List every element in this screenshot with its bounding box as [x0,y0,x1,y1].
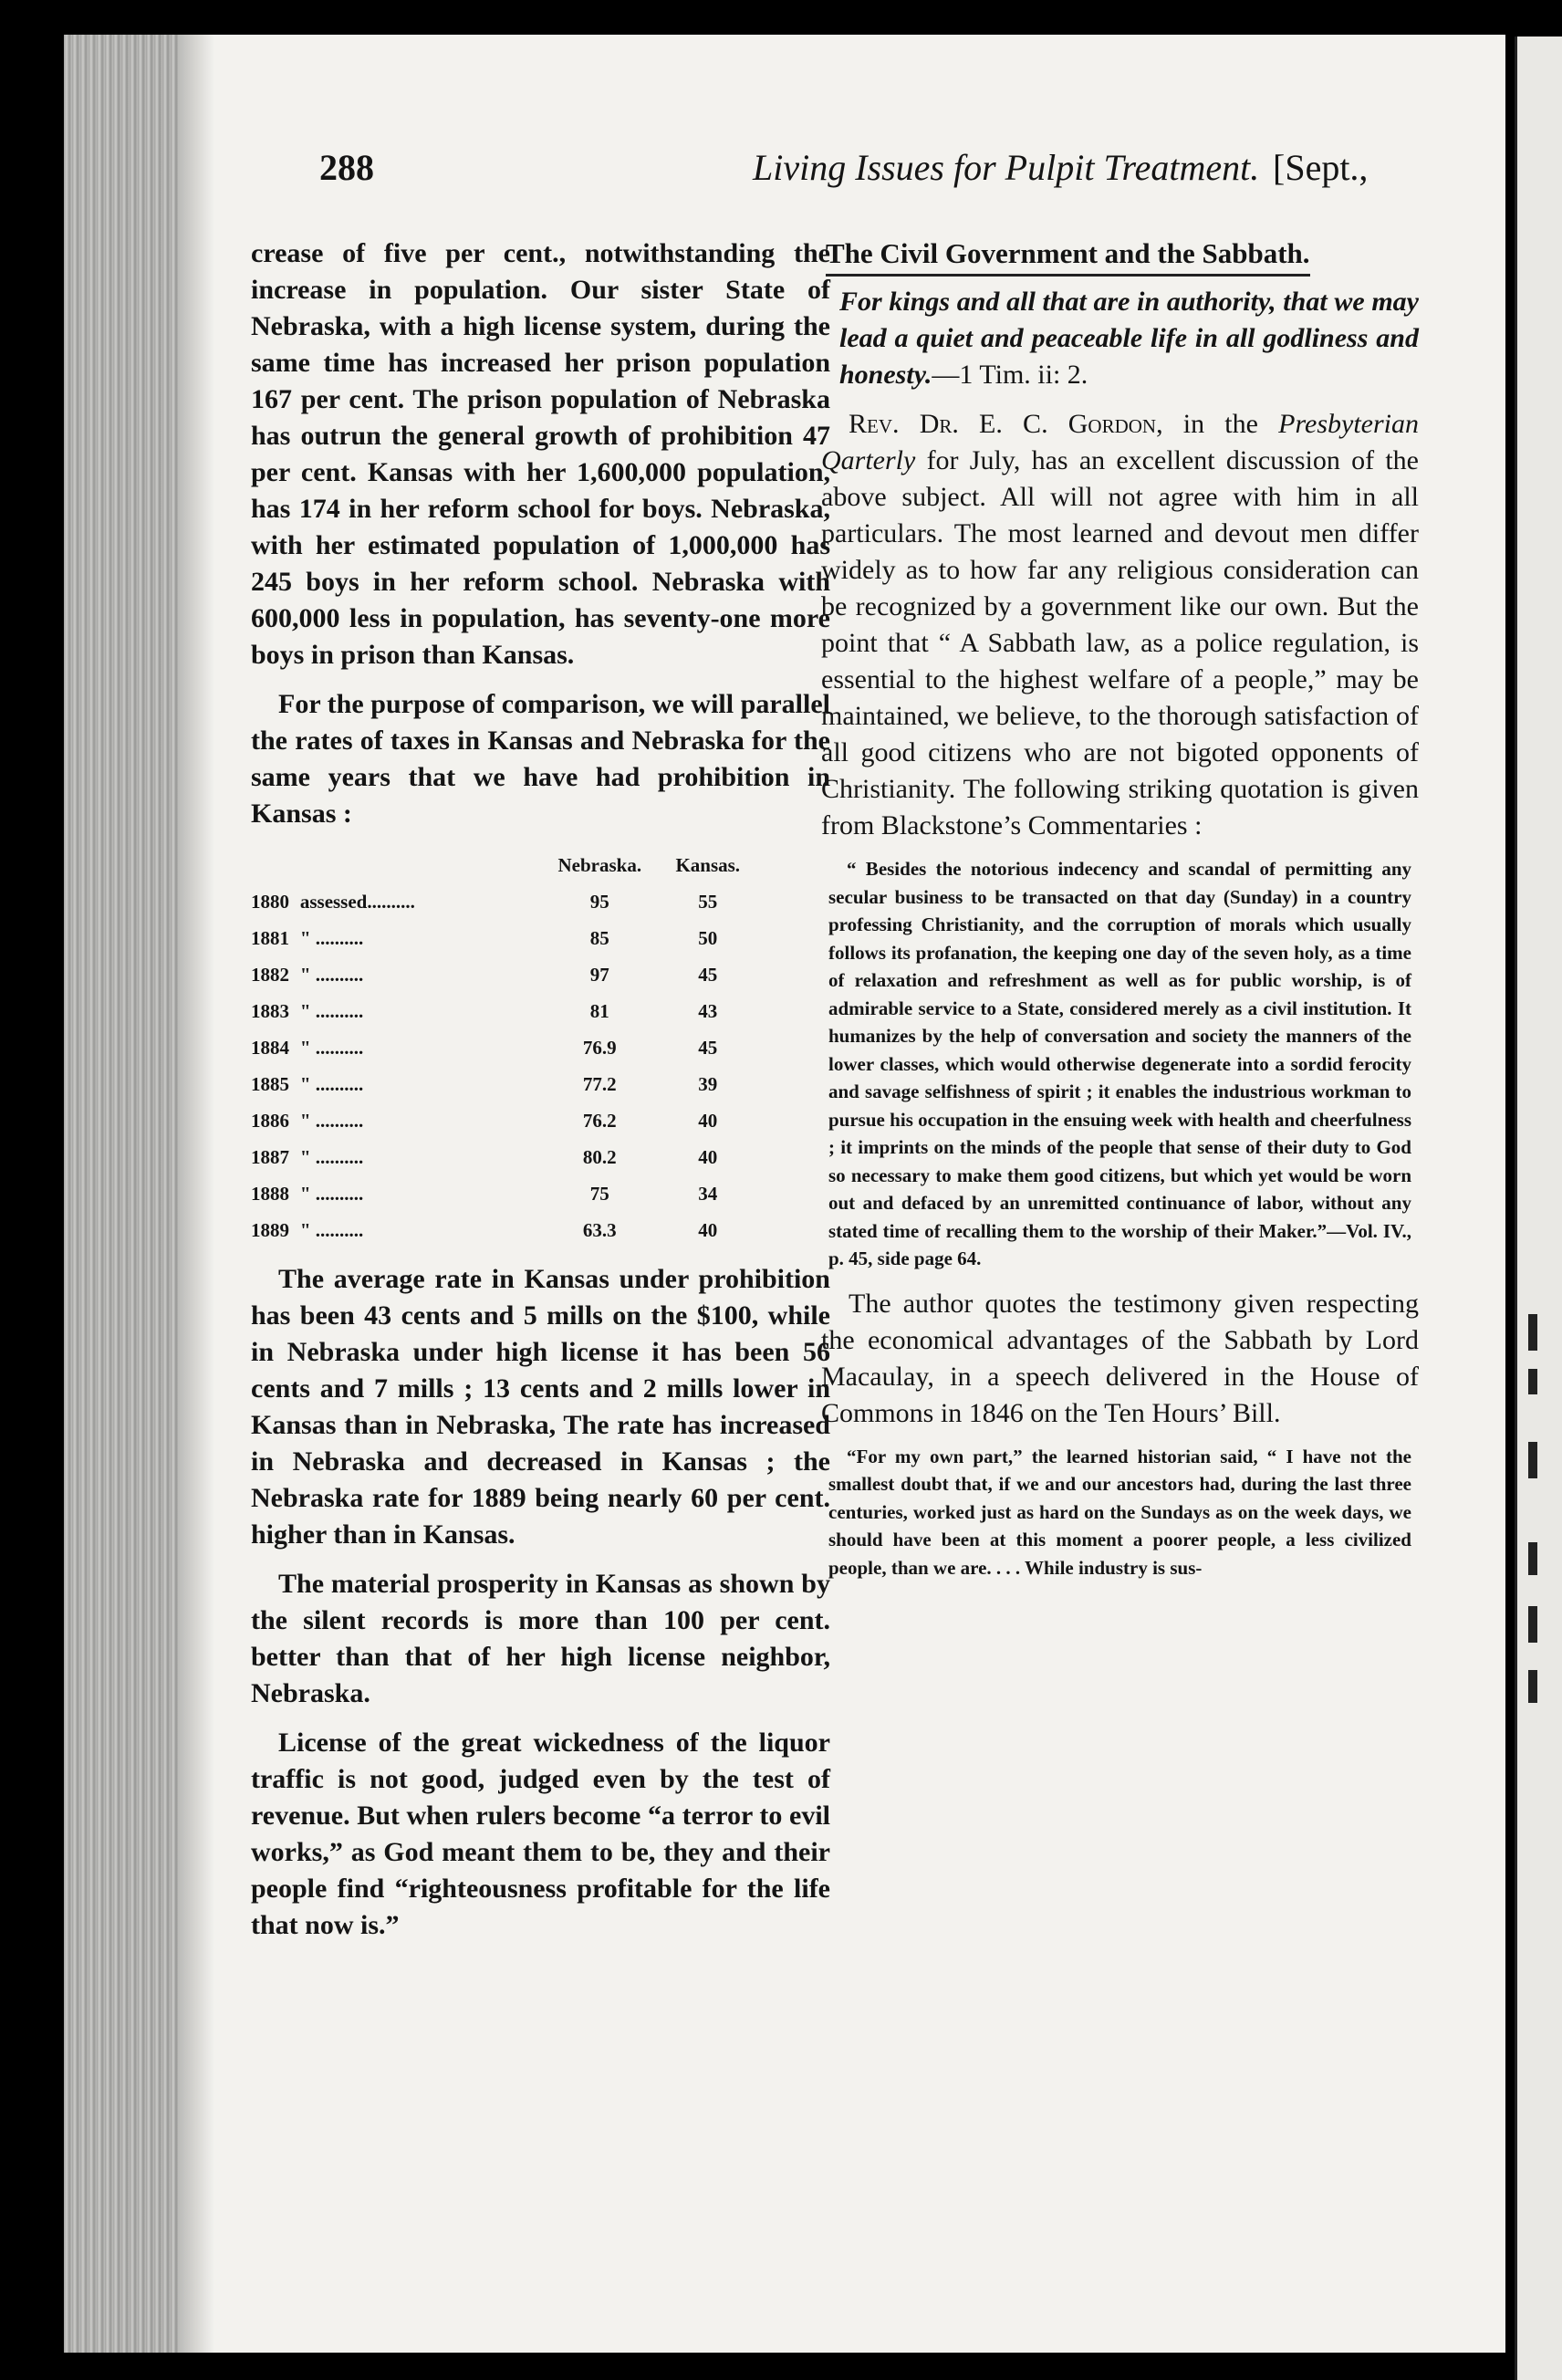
left-paragraph-2: For the purpose of comparison, we will parallel the rates of taxes in Kansas and Nebraska for the same years that we have had prohibition in Kansas : [251,689,830,829]
row-label: " .......... [299,1037,364,1059]
row-kansas-rate: 43 [698,1000,718,1022]
lead-in: , in the [1156,409,1279,439]
row-nebraska-rate: 97 [589,964,609,986]
section-title: The Civil Government and the Sabbath. [826,235,1310,277]
row-year: 1889 [251,1219,289,1241]
table-row [251,1175,762,1212]
row-year: 1887 [251,1146,289,1168]
row-label: " .......... [299,964,364,986]
table-row [251,1212,762,1248]
row-nebraska-rate: 76.9 [582,1037,617,1059]
row-kansas-rate: 40 [698,1219,718,1241]
row-nebraska-rate: 77.2 [582,1073,617,1095]
epigraph-reference: —1 Tim. ii: 2. [932,360,1088,390]
row-kansas-rate: 50 [698,927,718,949]
row-label: " .......... [299,1073,364,1095]
row-label: " .......... [299,1110,364,1132]
row-kansas-rate: 39 [698,1073,718,1095]
row-year: 1885 [251,1073,289,1095]
row-label: " .......... [299,1000,364,1022]
blackstone-quote [821,855,1419,1273]
row-label: " .......... [299,1219,364,1241]
row-year: 1882 [251,964,289,986]
row-nebraska-rate: 95 [589,891,609,913]
right-paragraph-1 [821,406,1419,844]
table-row [251,956,762,993]
book-spine-edge [64,35,178,2353]
row-kansas-rate: 45 [698,964,718,986]
row-kansas-rate: 45 [698,1037,718,1059]
right-column [821,235,1419,1581]
row-kansas-rate: 55 [698,891,718,913]
tax-rate-table [251,847,762,1248]
row-year: 1884 [251,1037,289,1059]
table-row [251,993,762,1029]
macaulay-quote [821,1443,1419,1582]
issue-month: [Sept., [1273,147,1369,188]
quote-text: “ Besides the notorious indecency and scandal of permitting any secular business to be transacted on that day (Sunday) in a country professing Christianity, and the corruption of morals which usually follows its profanation, the keeping one day of the seven holy, as a time of relaxation and refreshment as well as for public worship, is of admirable service to a State, considered merely as a civil institution. It humanizes by the help of conversation and society the manners of the lower classes, which would otherwise degenerate into a sordid ferocity and savage selfishness of spirit ; it enables the industrious workman to pursue his occupation in the ensuing week with health and cheerfulness ; it imprints on the minds of the people that sense of their duty to God so necessary to make them good citizens, but which yet would be worn out and defaced by an unremitted continuance of labor, without any stated time of recalling them to the worship of their Maker.”—Vol. IV., p. 45, side page 64. [828,858,1411,1269]
row-year: 1881 [251,927,289,949]
row-nebraska-rate: 76.2 [582,1110,617,1132]
journal-name: Presbyterian Qarterly [821,409,1419,475]
facing-page-edge [1515,37,1562,2380]
row-label: " .......... [299,1146,364,1168]
left-paragraph-1: crease of five per cent., notwithstanding the increase in population. Our sister State of Nebraska, with a high license system, during the same time has increased her prison population 167 per cent. The prison population of Nebraska has outrun the general growth of prohibition 47 per cent. Kansas with her 1,600,000 population, has 174 in her reform school for boys. Nebraska, with her estimated population of 1,000,000 has 245 boys in her reform school. Nebraska with 600,000 less in population, has seventy-one more boys in prison than Kansas. [251,238,830,670]
row-year: 1888 [251,1183,289,1205]
row-year: 1886 [251,1110,289,1132]
epigraph [839,284,1419,393]
left-paragraph-3: The average rate in Kansas under prohibition has been 43 cents and 5 mills on the $100, while in Nebraska under high license it has been 56 cents and 7 mills ; 13 cents and 2 mills lower in Kansas than in Nebraska, The rate has increased in Nebraska and decreased in Kansas ; the Nebraska rate for 1889 being nearly 60 per cent. higher than in Kansas. [251,1264,830,1550]
table-row [251,1139,762,1175]
table-row [251,1102,762,1139]
table-row [251,1029,762,1066]
left-column [251,235,830,1944]
running-header [255,146,1515,201]
left-paragraph-5: License of the great wickedness of the liquor traffic is not good, judged even by the test of revenue. But when rulers become “a terror to evil works,” as God meant them to be, they and their people find “righteousness profitable for the life that now is.” [251,1728,830,1940]
row-nebraska-rate: 63.3 [582,1219,617,1241]
row-year: 1880 [251,891,289,913]
row-nebraska-rate: 85 [589,927,609,949]
table-row [251,883,762,920]
row-kansas-rate: 40 [698,1146,718,1168]
row-nebraska-rate: 75 [589,1183,609,1205]
running-title: Living Issues for Pulpit Treatment. [753,147,1260,188]
row-label: " .......... [299,927,364,949]
row-kansas-rate: 40 [698,1110,718,1132]
right-paragraph-1-body: for July, has an excellent discussion of the above subject. All will not agree with him in all particulars. The most learned and devout men differ widely as to how far any religious consideration can be recognized by a government like our own. But the point that “ A Sabbath law, as a police regulation, is essential to the highest welfare of a people,” may be maintained, we believe, to the thorough satisfaction of all good citizens who are not bigoted opponents of Christianity. The following striking quotation is given from Blackstone’s Commentaries : [821,445,1419,840]
row-nebraska-rate: 80.2 [582,1146,617,1168]
column-header-kansas: Kansas. [675,854,741,876]
row-nebraska-rate: 81 [589,1000,609,1022]
row-kansas-rate: 34 [698,1183,718,1205]
right-paragraph-2: The author quotes the testimony given respecting the economical advantages of the Sabbath by Lord Macaulay, in a speech delivered in the House of Commons in 1846 on the Ten Hours’ Bill. [821,1288,1419,1428]
row-year: 1883 [251,1000,289,1022]
table-row [251,920,762,956]
page-number: 288 [319,147,374,188]
lead-author: Rev. Dr. E. C. Gordon [849,409,1157,439]
column-header-nebraska: Nebraska. [557,854,642,876]
table-row [251,1066,762,1102]
epigraph-text: For kings and all that are in authority, that we may lead a quiet and peaceable life in all godliness and honesty. [839,287,1419,390]
row-label: assessed.......... [299,891,415,913]
left-paragraph-4: The material prosperity in Kansas as shown by the silent records is more than 100 per cent. better than that of her high license neighbor, Nebraska. [251,1569,830,1708]
row-label: " .......... [299,1183,364,1205]
quote-text: “For my own part,” the learned historian said, “ I have not the smallest doubt that, if we and our ancestors had, during the last three centuries, worked just as hard on the Sundays as on the week days, we should have been at this moment a poorer people, a less civilized people, than we are. . . . While industry is sus- [828,1445,1411,1579]
table-header-row [251,847,762,883]
